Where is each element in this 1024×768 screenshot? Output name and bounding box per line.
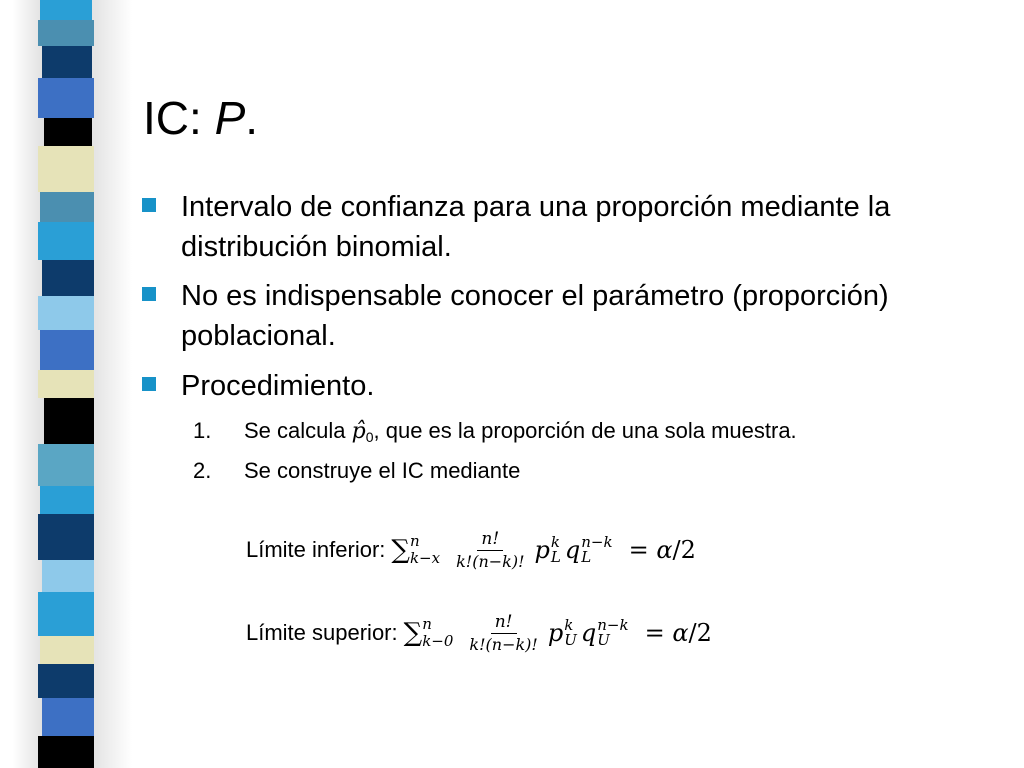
formula-rhs <box>645 619 712 647</box>
decorative-color-strip <box>38 0 98 768</box>
strip-segment <box>40 330 94 370</box>
p-hat-symbol: p̂ <box>351 419 366 444</box>
p-superscript: k <box>564 616 574 634</box>
strip-segment <box>38 514 94 560</box>
q-subscript: L <box>581 548 592 566</box>
equals-sign: = <box>628 536 657 564</box>
bullet-text <box>181 187 1001 267</box>
p-superscript: k <box>550 533 560 551</box>
item-number: 1. <box>193 418 212 443</box>
p-symbol: p <box>534 536 550 564</box>
q-symbol: q <box>580 619 597 647</box>
strip-segment <box>40 192 94 222</box>
divisor: /2 <box>688 619 712 647</box>
q-superscript: n−k <box>581 533 613 551</box>
strip-segment <box>40 486 94 514</box>
binomial-fraction <box>465 611 541 656</box>
q-term <box>581 618 633 648</box>
p-subscript: U <box>564 631 577 649</box>
sum-upper-limit: n <box>422 615 432 633</box>
p-indices <box>564 618 577 648</box>
q-subscript: U <box>597 631 610 649</box>
summation-symbol: ∑ <box>403 618 423 648</box>
title-italic-variable: P <box>214 92 246 144</box>
strip-segment <box>38 222 94 260</box>
bullet-line: distribución binomial. <box>181 231 452 263</box>
alpha-symbol: α <box>656 536 673 564</box>
bullet-item <box>142 187 891 263</box>
strip-segment <box>42 560 94 592</box>
fraction-numerator: n! <box>477 528 503 551</box>
numbered-text <box>244 416 797 452</box>
title-suffix: . <box>245 92 259 144</box>
text-after-math: , que es la proporción de una sola muestra. <box>373 418 797 443</box>
strip-segment <box>38 78 94 118</box>
formula-label: Límite superior: <box>246 620 398 645</box>
formula-rhs <box>629 536 696 564</box>
equals-sign: = <box>644 619 673 647</box>
q-symbol: q <box>564 536 581 564</box>
strip-segment <box>38 146 94 192</box>
p-indices <box>551 535 561 565</box>
summation-limits <box>422 616 453 650</box>
subscript-zero: 0 <box>365 429 374 445</box>
p-term <box>548 618 581 648</box>
q-indices <box>581 535 612 565</box>
square-bullet-icon <box>142 198 156 212</box>
strip-segment <box>38 296 94 330</box>
formula-lower-limit <box>246 514 696 586</box>
bullet-text <box>181 276 1001 356</box>
strip-segment <box>42 46 92 78</box>
q-term <box>565 535 617 565</box>
item-number: 2. <box>193 458 212 483</box>
sum-upper-limit: n <box>409 532 420 550</box>
square-bullet-icon <box>142 377 156 391</box>
fraction-denominator: k!(n−k)! <box>469 634 538 654</box>
formula-label: Límite inferior: <box>246 537 386 562</box>
binomial-fraction <box>452 528 528 573</box>
strip-segment <box>40 636 94 664</box>
divisor: /2 <box>672 536 696 564</box>
p-subscript: L <box>550 548 561 566</box>
square-bullet-icon <box>142 287 156 301</box>
numbered-text: Se construye el IC mediante <box>244 458 521 483</box>
strip-segment <box>38 20 94 46</box>
text-before-math: Se calcula <box>244 418 352 443</box>
bullet-line: No es indispensable conocer el parámetro (proporción) <box>181 280 889 312</box>
bullet-item <box>142 276 889 352</box>
bullet-text <box>181 366 1001 406</box>
bullet-line: poblacional. <box>181 320 336 352</box>
summation-symbol: ∑ <box>391 535 410 565</box>
fraction-denominator: k!(n−k)! <box>456 551 525 571</box>
strip-segment <box>38 444 94 486</box>
strip-segment <box>38 370 94 398</box>
strip-segment <box>42 698 94 736</box>
bullet-line: Intervalo de confianza para una proporción mediante la <box>181 191 891 223</box>
strip-segment <box>38 664 94 698</box>
p-symbol: p <box>547 619 564 647</box>
sum-lower-limit: k−0 <box>422 632 454 650</box>
formula-upper-limit <box>246 597 712 669</box>
strip-segment <box>38 736 94 768</box>
strip-segment <box>44 398 94 444</box>
title-prefix: IC: <box>143 92 215 144</box>
sum-lower-limit: k−x <box>409 549 441 567</box>
strip-segment <box>40 0 92 20</box>
p-term <box>535 535 565 565</box>
bullet-item <box>142 366 375 402</box>
strip-segment <box>44 118 92 146</box>
bullet-line: Procedimiento. <box>181 370 375 402</box>
summation-limits <box>410 533 440 567</box>
q-indices <box>597 618 628 648</box>
fraction-numerator: n! <box>491 611 517 634</box>
alpha-symbol: α <box>672 619 689 647</box>
strip-segment <box>38 592 94 636</box>
q-superscript: n−k <box>597 616 629 634</box>
strip-segment <box>42 260 94 296</box>
slide-title <box>143 80 258 156</box>
